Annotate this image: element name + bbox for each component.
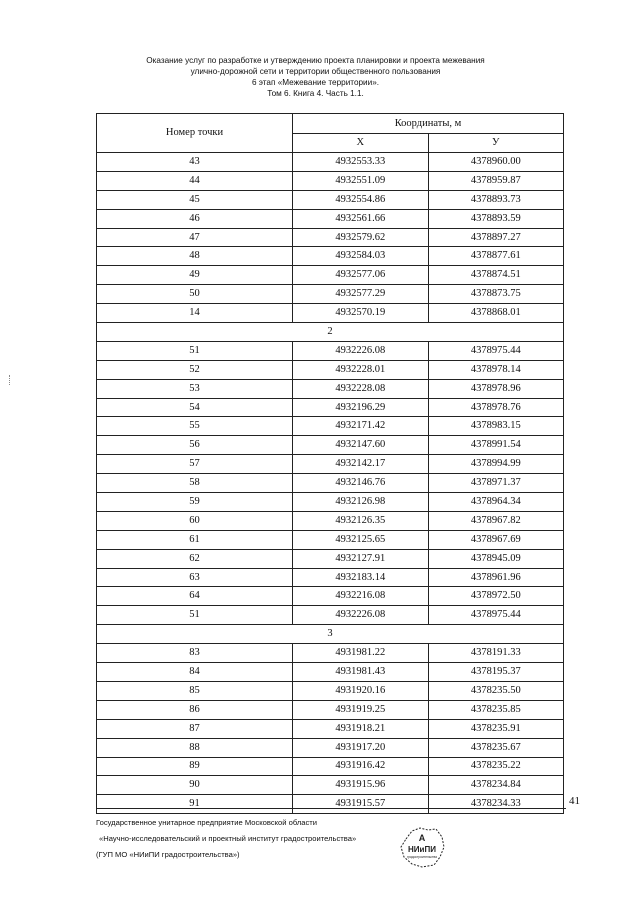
table-row (97, 700, 564, 719)
point-number-cell: 90 (97, 776, 293, 795)
y-coordinate-cell: 4378877.61 (428, 247, 564, 266)
section-label: 2 (97, 323, 564, 342)
point-number-cell: 84 (97, 663, 293, 682)
table-row (97, 171, 564, 190)
table-row (97, 719, 564, 738)
x-coordinate-cell: 4931981.22 (293, 644, 429, 663)
margin-mark (9, 375, 11, 385)
y-coordinate-cell: 4378972.50 (428, 587, 564, 606)
y-coordinate-cell: 4378967.69 (428, 530, 564, 549)
y-coordinate-cell: 4378235.85 (428, 700, 564, 719)
svg-text:НИиПИ: НИиПИ (408, 845, 436, 854)
point-number-cell: 61 (97, 530, 293, 549)
table-row (97, 587, 564, 606)
point-number-cell: 91 (97, 795, 293, 814)
x-coordinate-cell: 4932196.29 (293, 398, 429, 417)
y-coordinate-cell: 4378874.51 (428, 266, 564, 285)
page-number: 41 (569, 795, 580, 807)
y-coordinate-cell: 4378991.54 (428, 436, 564, 455)
y-coordinate-cell: 4378994.99 (428, 455, 564, 474)
column-header-y: У (428, 134, 564, 153)
x-coordinate-cell: 4932226.08 (293, 341, 429, 360)
point-number-cell: 63 (97, 568, 293, 587)
point-number-cell: 89 (97, 757, 293, 776)
point-number-cell: 59 (97, 493, 293, 512)
point-number-cell: 83 (97, 644, 293, 663)
table-row (97, 360, 564, 379)
y-coordinate-cell: 4378893.59 (428, 209, 564, 228)
table-row (97, 663, 564, 682)
x-coordinate-cell: 4931919.25 (293, 700, 429, 719)
point-number-cell: 58 (97, 474, 293, 493)
x-coordinate-cell: 4932577.06 (293, 266, 429, 285)
point-number-cell: 56 (97, 436, 293, 455)
table-row (97, 436, 564, 455)
x-coordinate-cell: 4932126.98 (293, 493, 429, 512)
x-coordinate-cell: 4932228.01 (293, 360, 429, 379)
point-number-cell: 51 (97, 341, 293, 360)
y-coordinate-cell: 4378873.75 (428, 285, 564, 304)
point-number-cell: 62 (97, 549, 293, 568)
x-coordinate-cell: 4932226.08 (293, 606, 429, 625)
table-row (97, 474, 564, 493)
x-coordinate-cell: 4932126.35 (293, 511, 429, 530)
document-header (0, 55, 631, 99)
y-coordinate-cell: 4378893.73 (428, 190, 564, 209)
x-coordinate-cell: 4932127.91 (293, 549, 429, 568)
y-coordinate-cell: 4378945.09 (428, 549, 564, 568)
header-line-1: Оказание услуг по разработке и утверждению проекта планировки и проекта межевания (146, 56, 485, 65)
table-row (97, 153, 564, 172)
y-coordinate-cell: 4378234.33 (428, 795, 564, 814)
footer-line-2: «Научно-исследовательский и проектный институт градостроительства» (99, 834, 357, 843)
point-number-cell: 50 (97, 285, 293, 304)
y-coordinate-cell: 4378897.27 (428, 228, 564, 247)
point-number-cell: 51 (97, 606, 293, 625)
x-coordinate-cell: 4932171.42 (293, 417, 429, 436)
y-coordinate-cell: 4378964.34 (428, 493, 564, 512)
y-coordinate-cell: 4378234.84 (428, 776, 564, 795)
x-coordinate-cell: 4932554.86 (293, 190, 429, 209)
point-number-cell: 47 (97, 228, 293, 247)
y-coordinate-cell: 4378975.44 (428, 341, 564, 360)
svg-text:А: А (418, 833, 426, 843)
x-coordinate-cell: 4931917.20 (293, 738, 429, 757)
y-coordinate-cell: 4378967.82 (428, 511, 564, 530)
point-number-cell: 44 (97, 171, 293, 190)
point-number-cell: 53 (97, 379, 293, 398)
x-coordinate-cell: 4932579.62 (293, 228, 429, 247)
x-coordinate-cell: 4932553.33 (293, 153, 429, 172)
x-coordinate-cell: 4932183.14 (293, 568, 429, 587)
point-number-cell: 43 (97, 153, 293, 172)
point-number-cell: 54 (97, 398, 293, 417)
y-coordinate-cell: 4378978.14 (428, 360, 564, 379)
table-row (97, 757, 564, 776)
x-coordinate-cell: 4931918.21 (293, 719, 429, 738)
y-coordinate-cell: 4378235.67 (428, 738, 564, 757)
point-number-cell: 57 (97, 455, 293, 474)
point-number-cell: 60 (97, 511, 293, 530)
point-number-cell: 85 (97, 681, 293, 700)
table-row (97, 530, 564, 549)
table-section-row (97, 323, 564, 342)
table-row (97, 776, 564, 795)
y-coordinate-cell: 4378971.37 (428, 474, 564, 493)
point-number-cell: 88 (97, 738, 293, 757)
x-coordinate-cell: 4931981.43 (293, 663, 429, 682)
x-coordinate-cell: 4932146.76 (293, 474, 429, 493)
table-row (97, 398, 564, 417)
table-row (97, 493, 564, 512)
point-number-cell: 48 (97, 247, 293, 266)
x-coordinate-cell: 4932561.66 (293, 209, 429, 228)
x-coordinate-cell: 4931920.16 (293, 681, 429, 700)
point-number-cell: 86 (97, 700, 293, 719)
point-number-cell: 14 (97, 304, 293, 323)
table-row (97, 644, 564, 663)
x-coordinate-cell: 4931915.96 (293, 776, 429, 795)
y-coordinate-cell: 4378235.91 (428, 719, 564, 738)
y-coordinate-cell: 4378978.76 (428, 398, 564, 417)
table-row (97, 417, 564, 436)
x-coordinate-cell: 4932584.03 (293, 247, 429, 266)
table-row (97, 341, 564, 360)
y-coordinate-cell: 4378975.44 (428, 606, 564, 625)
table-row (97, 209, 564, 228)
table-row (97, 795, 564, 814)
coordinates-table-body (97, 153, 564, 814)
table-row (97, 568, 564, 587)
table-row (97, 190, 564, 209)
x-coordinate-cell: 4932147.60 (293, 436, 429, 455)
y-coordinate-cell: 4378191.33 (428, 644, 564, 663)
coordinates-table (96, 113, 564, 814)
header-line-2: улично-дорожной сети и территории общественного пользования (190, 67, 441, 76)
x-coordinate-cell: 4932142.17 (293, 455, 429, 474)
x-coordinate-cell: 4931915.57 (293, 795, 429, 814)
x-coordinate-cell: 4932228.08 (293, 379, 429, 398)
svg-text:градостроительства: градостроительства (407, 855, 437, 859)
y-coordinate-cell: 4378978.96 (428, 379, 564, 398)
point-number-cell: 64 (97, 587, 293, 606)
table-row (97, 304, 564, 323)
point-number-cell: 87 (97, 719, 293, 738)
column-header-point-number: Номер точки (97, 114, 293, 153)
point-number-cell: 45 (97, 190, 293, 209)
point-number-cell: 55 (97, 417, 293, 436)
x-coordinate-cell: 4932577.29 (293, 285, 429, 304)
table-section-row (97, 625, 564, 644)
x-coordinate-cell: 4932551.09 (293, 171, 429, 190)
y-coordinate-cell: 4378983.15 (428, 417, 564, 436)
footer-line-1: Государственное унитарное предприятие Московской области (96, 818, 318, 827)
point-number-cell: 49 (97, 266, 293, 285)
footer-divider (96, 808, 566, 809)
table-row (97, 549, 564, 568)
table-row (97, 247, 564, 266)
y-coordinate-cell: 4378235.50 (428, 681, 564, 700)
header-line-4: Том 6. Книга 4. Часть 1.1. (267, 89, 364, 98)
x-coordinate-cell: 4932570.19 (293, 304, 429, 323)
institute-logo-icon (398, 825, 446, 869)
y-coordinate-cell: 4378235.22 (428, 757, 564, 776)
y-coordinate-cell: 4378868.01 (428, 304, 564, 323)
x-coordinate-cell: 4932216.08 (293, 587, 429, 606)
point-number-cell: 52 (97, 360, 293, 379)
y-coordinate-cell: 4378195.37 (428, 663, 564, 682)
x-coordinate-cell: 4931916.42 (293, 757, 429, 776)
table-row (97, 455, 564, 474)
header-line-3: 6 этап «Межевание территории». (251, 78, 380, 87)
table-row (97, 285, 564, 304)
table-row (97, 228, 564, 247)
table-row (97, 379, 564, 398)
document-footer (96, 815, 356, 863)
y-coordinate-cell: 4378961.96 (428, 568, 564, 587)
table-row (97, 266, 564, 285)
table-row (97, 738, 564, 757)
section-label: 3 (97, 625, 564, 644)
x-coordinate-cell: 4932125.65 (293, 530, 429, 549)
column-header-coordinates: Координаты, м (293, 114, 564, 134)
footer-line-3: (ГУП МО «НИиПИ градостроительства») (96, 850, 240, 859)
y-coordinate-cell: 4378959.87 (428, 171, 564, 190)
column-header-x: X (293, 134, 429, 153)
table-row (97, 511, 564, 530)
y-coordinate-cell: 4378960.00 (428, 153, 564, 172)
table-row (97, 681, 564, 700)
table-row (97, 606, 564, 625)
point-number-cell: 46 (97, 209, 293, 228)
